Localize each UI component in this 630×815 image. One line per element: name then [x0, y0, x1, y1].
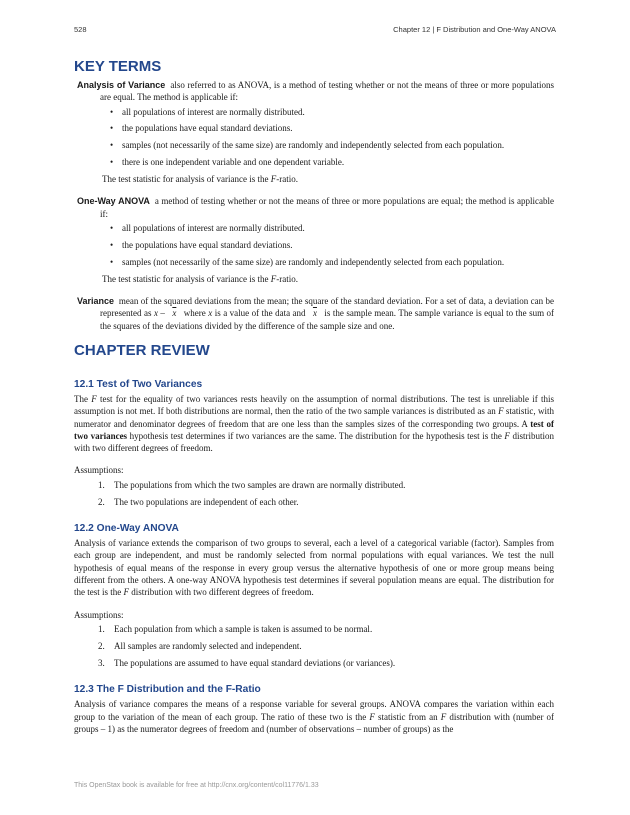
list-item: [98, 479, 554, 491]
footer-text: This OpenStax book is available for free at http://cnx.org/content/col11776/1.33: [74, 782, 319, 789]
section-paragraph: [74, 537, 554, 598]
list-item: • samples (not necessarily of the same size) are randomly and independently selected from each population.: [110, 256, 554, 268]
definition-text: mean of the squared deviations from the mean; the square of the standard deviation. For a set of data, a deviation can be represented as: [100, 296, 555, 319]
list-item: [98, 657, 554, 669]
term-note: [74, 173, 554, 185]
section-title-12-2: 12.2 One-Way ANOVA: [74, 523, 179, 535]
term-one-way-anova: [74, 195, 554, 285]
key-terms-heading: KEY TERMS: [74, 58, 162, 75]
term-definition: [74, 195, 554, 220]
definition-text: is the sample mean. The sample variance is equal to the sum of the squares of the deviations divided by the difference of the sample size and one.: [100, 308, 555, 331]
para-text: distribution with (number of groups – 1) as the numerator degrees of freedom and (number of observations – number of groups) as the: [74, 711, 555, 734]
item-text: Each population from which a sample is taken is assumed to be normal.: [114, 623, 373, 634]
variable-x: x: [208, 308, 213, 319]
section-title-12-3: 12.3 The F Distribution and the F-Ratio: [74, 684, 261, 696]
term-variance: [74, 295, 554, 332]
list-item: [98, 496, 554, 508]
term-note: [74, 273, 554, 285]
para-text: Analysis of variance compares the means of a response variable for several groups. ANOVA compares the variation within each group to the variation of the mean of each group. The ratio of these two is the: [74, 699, 554, 722]
item-text: All samples are randomly selected and independent.: [114, 640, 302, 651]
note-text-end: -ratio.: [276, 273, 298, 284]
chapter-review-heading: CHAPTER REVIEW: [74, 341, 210, 359]
item-number: 2.: [98, 496, 105, 507]
item-text: The two populations are independent of each other.: [114, 496, 299, 507]
note-emphasis: F: [270, 174, 277, 185]
symbol-f: F: [498, 406, 504, 417]
note-text-end: -ratio.: [276, 174, 298, 185]
list-item: • there is one independent variable and one dependent variable.: [110, 156, 554, 168]
note-text: The test statistic for analysis of variance is the: [102, 273, 271, 284]
list-item: • all populations of interest are normally distributed.: [110, 222, 554, 234]
symbol-f: F: [91, 393, 97, 404]
condition-list: [74, 106, 554, 169]
condition-list: [74, 222, 554, 268]
para-text: distribution with two different degrees of freedom.: [131, 587, 314, 598]
para-text: hypothesis test determines if two variances are the same. The distribution for the hypothesis test is the: [129, 430, 502, 441]
note-emphasis: F: [270, 273, 277, 284]
para-text: distribution with two different degrees of freedom.: [74, 430, 554, 454]
list-item: [98, 640, 554, 652]
para-text: statistic from an: [377, 711, 438, 722]
item-number: 2.: [98, 640, 105, 651]
definition-text: a method of testing whether or not the means of three or more populations are equal; the method is applicable if:: [100, 196, 555, 219]
page-footer: [74, 782, 319, 789]
definition-text: where: [183, 308, 206, 319]
section-paragraph: [74, 393, 554, 454]
term-definition: [74, 295, 554, 332]
formula-minus: –: [160, 308, 165, 319]
list-item: • all populations of interest are normally distributed.: [110, 106, 554, 118]
page-content: [74, 58, 554, 735]
assumptions-label: Assumptions:: [74, 465, 124, 476]
chapter-title: Chapter 12 | F Distribution and One-Way ANOVA: [393, 25, 556, 34]
assumptions-list: [74, 623, 554, 669]
item-text: The populations from which the two samples are drawn are normally distributed.: [114, 479, 406, 490]
symbol-f: F: [123, 587, 129, 598]
symbol-f: F: [369, 711, 375, 722]
key-term-bold: test of two variances: [74, 418, 554, 441]
section-title-12-1: 12.1 Test of Two Variances: [74, 378, 203, 390]
list-item: • the populations have equal standard deviations.: [110, 239, 554, 251]
section-paragraph: [74, 698, 554, 735]
symbol-xbar: $\overline{x}$: [312, 308, 317, 319]
list-item: • samples (not necessarily of the same size) are randomly and independently selected from each population.: [110, 139, 554, 151]
term-name: Variance: [77, 296, 115, 307]
item-text: The populations are assumed to have equal standard deviations (or variances).: [114, 658, 396, 669]
definition-text: is a value of the data and: [214, 308, 306, 319]
term-analysis-of-variance: [74, 79, 554, 185]
item-number: 1.: [98, 479, 105, 490]
assumptions-list: [74, 479, 554, 508]
para-text: test for the equality of two variances rests heavily on the assumption of normal distributions. The test is unreliable if this assumption is not met. If both distributions are normal, then the ratio of the two sample variances is distributed as an: [74, 393, 554, 417]
assumptions-label: Assumptions:: [74, 609, 124, 620]
symbol-f: F: [504, 430, 510, 441]
item-number: 3.: [98, 658, 105, 669]
para-text: statistic, with numerator and denominator degrees of freedom that are one less than the samples sizes of the corresponding two groups. A: [74, 406, 555, 429]
definition-text: also referred to as ANOVA, is a method of testing whether or not the means of three or more populations are equal. The method is applicable if:: [100, 80, 554, 103]
list-item: • the populations have equal standard deviations.: [110, 122, 554, 134]
para-text: Analysis of variance extends the comparison of two groups to several, each a level of a categorical variable (factor). Samples from each group are independent, and must be randomly selected from normal populations with equal variances. We test the null hypothesis of equal means of the response in every group versus the alternative hypothesis of one or more group means being different from the others. A one-way ANOVA hypothesis test determines if several population means are equal. The distribution for the test is the: [74, 538, 554, 598]
symbol-f: F: [440, 711, 447, 722]
para-text: The: [74, 393, 88, 404]
term-name: One-Way ANOVA: [77, 196, 150, 207]
note-text: The test statistic for analysis of variance is the: [102, 174, 271, 185]
page-number: 528: [74, 25, 87, 34]
item-number: 1.: [98, 623, 105, 634]
term-definition: [74, 79, 554, 104]
term-name: Analysis of Variance: [77, 80, 166, 90]
list-item: [98, 623, 554, 635]
formula-x: x: [153, 308, 158, 319]
running-header: [74, 25, 556, 37]
formula-xbar: $\overline{x}$: [172, 308, 177, 319]
